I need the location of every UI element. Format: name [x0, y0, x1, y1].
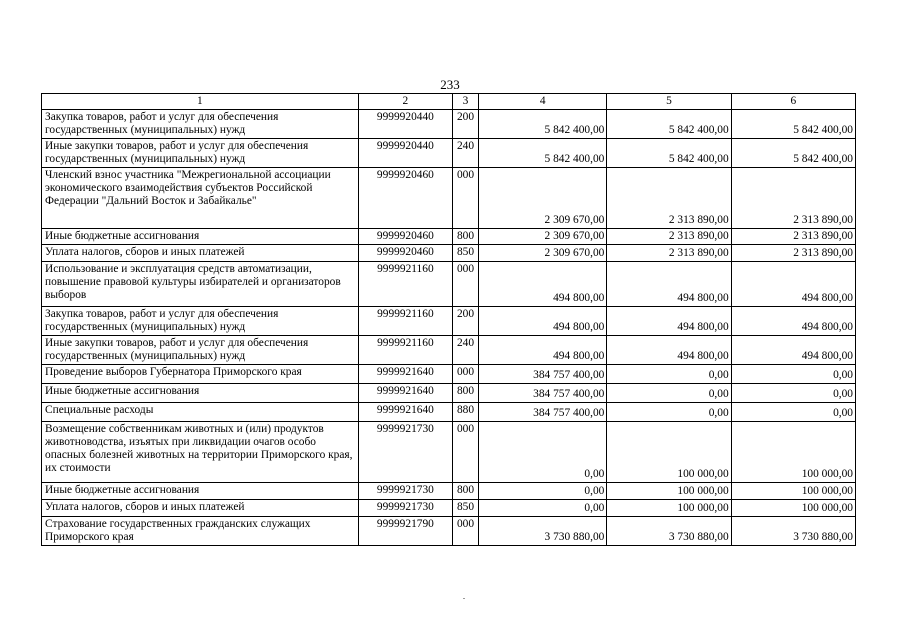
cell-name: Членский взнос участника "Межрегиональной ассоциации экономического взаимодействия субъектов Российской Федерации "Дальний Восток и Забайкалье" [42, 168, 359, 229]
cell-amount-col4: 0,00 [479, 500, 607, 517]
table-header-row [42, 94, 856, 110]
cell-amount-col5: 100 000,00 [607, 483, 731, 500]
cell-target-code: 9999921640 [358, 365, 452, 384]
cell-amount-col6: 5 842 400,00 [731, 110, 855, 139]
cell-name: Проведение выборов Губернатора Приморского края [42, 365, 359, 384]
cell-expense-type: 240 [452, 336, 478, 365]
cell-amount-col6: 100 000,00 [731, 483, 855, 500]
column-header: 6 [731, 94, 855, 110]
cell-name: Уплата налогов, сборов и иных платежей [42, 500, 359, 517]
cell-amount-col6: 2 313 890,00 [731, 168, 855, 229]
cell-amount-col4: 0,00 [479, 483, 607, 500]
cell-name: Использование и эксплуатация средств автоматизации, повышение правовой культуры избирателей и организаторов выборов [42, 262, 359, 307]
table-row [42, 483, 856, 500]
table-row [42, 365, 856, 384]
cell-target-code: 9999921160 [358, 262, 452, 307]
cell-amount-col6: 494 800,00 [731, 262, 855, 307]
cell-target-code: 9999920440 [358, 110, 452, 139]
cell-amount-col5: 5 842 400,00 [607, 110, 731, 139]
table-row [42, 229, 856, 245]
cell-amount-col4: 2 309 670,00 [479, 245, 607, 262]
column-header: 3 [452, 94, 478, 110]
table-row [42, 422, 856, 483]
cell-amount-col5: 494 800,00 [607, 262, 731, 307]
cell-amount-col5: 2 313 890,00 [607, 168, 731, 229]
cell-expense-type: 240 [452, 139, 478, 168]
cell-amount-col5: 2 313 890,00 [607, 245, 731, 262]
cell-target-code: 9999920460 [358, 245, 452, 262]
table-row [42, 500, 856, 517]
table-row [42, 139, 856, 168]
cell-amount-col5: 0,00 [607, 403, 731, 422]
table-row [42, 245, 856, 262]
cell-amount-col5: 100 000,00 [607, 500, 731, 517]
cell-amount-col4: 494 800,00 [479, 262, 607, 307]
cell-amount-col6: 2 313 890,00 [731, 245, 855, 262]
cell-target-code: 9999921640 [358, 403, 452, 422]
table-row [42, 336, 856, 365]
cell-name: Уплата налогов, сборов и иных платежей [42, 245, 359, 262]
cell-target-code: 9999920460 [358, 168, 452, 229]
cell-amount-col5: 5 842 400,00 [607, 139, 731, 168]
cell-amount-col6: 0,00 [731, 365, 855, 384]
cell-amount-col5: 0,00 [607, 384, 731, 403]
cell-name: Закупка товаров, работ и услуг для обеспечения государственных (муниципальных) нужд [42, 110, 359, 139]
cell-amount-col5: 2 313 890,00 [607, 229, 731, 245]
cell-amount-col5: 0,00 [607, 365, 731, 384]
cell-target-code: 9999920440 [358, 139, 452, 168]
cell-target-code: 9999921160 [358, 336, 452, 365]
cell-amount-col6: 0,00 [731, 384, 855, 403]
cell-expense-type: 850 [452, 245, 478, 262]
cell-amount-col6: 494 800,00 [731, 336, 855, 365]
cell-amount-col6: 2 313 890,00 [731, 229, 855, 245]
table-row [42, 168, 856, 229]
cell-amount-col4: 384 757 400,00 [479, 365, 607, 384]
cell-amount-col5: 100 000,00 [607, 422, 731, 483]
column-header: 4 [479, 94, 607, 110]
cell-amount-col4: 494 800,00 [479, 307, 607, 336]
cell-target-code: 9999921790 [358, 517, 452, 546]
table-row [42, 517, 856, 546]
cell-amount-col6: 5 842 400,00 [731, 139, 855, 168]
cell-name: Возмещение собственникам животных и (или) продуктов животноводства, изъятых при ликвидации очагов особо опасных болезней животных на территории Приморского края, их стоимости [42, 422, 359, 483]
cell-amount-col4: 494 800,00 [479, 336, 607, 365]
column-header: 5 [607, 94, 731, 110]
cell-expense-type: 880 [452, 403, 478, 422]
cell-amount-col4: 2 309 670,00 [479, 168, 607, 229]
cell-expense-type: 000 [452, 262, 478, 307]
cell-amount-col4: 5 842 400,00 [479, 110, 607, 139]
cell-amount-col4: 0,00 [479, 422, 607, 483]
table-row [42, 262, 856, 307]
cell-amount-col4: 2 309 670,00 [479, 229, 607, 245]
table-row [42, 403, 856, 422]
cell-expense-type: 000 [452, 422, 478, 483]
cell-expense-type: 800 [452, 229, 478, 245]
table-row [42, 384, 856, 403]
cell-amount-col6: 3 730 880,00 [731, 517, 855, 546]
cell-expense-type: 000 [452, 168, 478, 229]
cell-target-code: 9999921730 [358, 483, 452, 500]
cell-name: Иные закупки товаров, работ и услуг для обеспечения государственных (муниципальных) нужд [42, 139, 359, 168]
cell-amount-col6: 0,00 [731, 403, 855, 422]
page-number: 233 [440, 77, 460, 92]
cell-expense-type: 000 [452, 517, 478, 546]
cell-name: Иные бюджетные ассигнования [42, 483, 359, 500]
budget-table [41, 93, 856, 546]
cell-amount-col4: 5 842 400,00 [479, 139, 607, 168]
cell-target-code: 9999921160 [358, 307, 452, 336]
cell-expense-type: 800 [452, 483, 478, 500]
table-row [42, 307, 856, 336]
cell-name: Страхование государственных гражданских служащих Приморского края [42, 517, 359, 546]
cell-target-code: 9999921640 [358, 384, 452, 403]
cell-target-code: 9999921730 [358, 500, 452, 517]
cell-expense-type: 850 [452, 500, 478, 517]
cell-expense-type: 200 [452, 307, 478, 336]
cell-name: Иные бюджетные ассигнования [42, 384, 359, 403]
cell-amount-col5: 494 800,00 [607, 336, 731, 365]
column-header: 2 [358, 94, 452, 110]
cell-amount-col5: 3 730 880,00 [607, 517, 731, 546]
cell-expense-type: 000 [452, 365, 478, 384]
column-header: 1 [42, 94, 359, 110]
cell-expense-type: 200 [452, 110, 478, 139]
cell-amount-col4: 384 757 400,00 [479, 384, 607, 403]
cell-target-code: 9999921730 [358, 422, 452, 483]
table-row [42, 110, 856, 139]
cell-amount-col6: 100 000,00 [731, 500, 855, 517]
cell-name: Иные бюджетные ассигнования [42, 229, 359, 245]
scan-speck [463, 598, 465, 599]
cell-expense-type: 800 [452, 384, 478, 403]
cell-amount-col6: 494 800,00 [731, 307, 855, 336]
cell-name: Иные закупки товаров, работ и услуг для обеспечения государственных (муниципальных) нужд [42, 336, 359, 365]
cell-amount-col6: 100 000,00 [731, 422, 855, 483]
cell-amount-col4: 3 730 880,00 [479, 517, 607, 546]
cell-target-code: 9999920460 [358, 229, 452, 245]
cell-amount-col5: 494 800,00 [607, 307, 731, 336]
cell-amount-col4: 384 757 400,00 [479, 403, 607, 422]
cell-name: Закупка товаров, работ и услуг для обеспечения государственных (муниципальных) нужд [42, 307, 359, 336]
cell-name: Специальные расходы [42, 403, 359, 422]
